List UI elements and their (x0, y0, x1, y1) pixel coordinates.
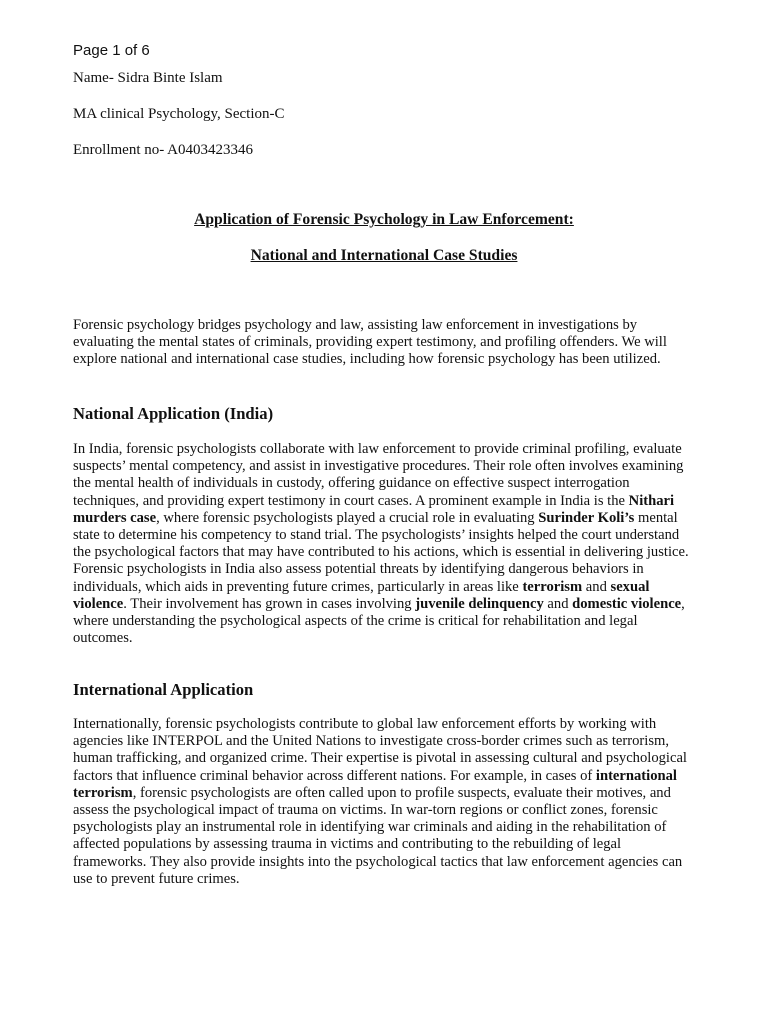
national-bold-3: terrorism (522, 578, 583, 595)
national-text-7: , where understanding the psychological aspects of the crime is critical for rehabilitation and legal outcomes. (73, 595, 685, 647)
page-counter: Page 1 of 6 (73, 42, 150, 59)
national-text-1: In India, forensic psychologists collaborate with law enforcement to provide criminal profiling, evaluate suspects’ mental competency, and assist in investigative procedures. Their role often involves examining the mental health of individuals in custody, offering guidance on effective suspect interrogation techniques, and providing expert testimony in court cases. A prominent example in India is the (73, 441, 684, 509)
national-bold-6: domestic violence (572, 595, 682, 612)
national-paragraph (73, 441, 695, 647)
national-text-4: and (582, 578, 611, 595)
section-heading-national: National Application (India) (73, 404, 274, 423)
student-program: MA clinical Psychology, Section-C (73, 106, 285, 122)
national-text-2: , where forensic psychologists played a crucial role in evaluating (156, 509, 539, 526)
international-paragraph (73, 716, 695, 888)
enrollment-number: Enrollment no- A0403423346 (73, 142, 253, 158)
national-text-6: and (543, 595, 573, 612)
international-text-2: , forensic psychologists are often called upon to profile suspects, evaluate their motives, and assess the psychological impact of trauma on victims. In war-torn regions or conflict zones, forensic psychologists play an instrumental role in identifying war criminals and aiding in the rehabilitation of affected populations by assessing trauma in victims and contributing to the rebuilding of legal frameworks. They also provide insights into the psychological tactics that law enforcement agencies can use to prevent future crimes. (73, 784, 683, 887)
section-heading-international: International Application (73, 680, 254, 699)
student-name: Name- Sidra Binte Islam (73, 70, 223, 86)
document-title-line-1: Application of Forensic Psychology in Law Enforcement: (194, 211, 574, 228)
national-bold-5: juvenile delinquency (415, 595, 544, 612)
international-text-1: Internationally, forensic psychologists contribute to global law enforcement efforts by working with agencies like INTERPOL and the United Nations to investigate cross-border crimes such as terrorism, human trafficking, and organized crime. Their expertise is pivotal in assessing cultural and psychological factors that influence criminal behavior across different nations. For example, in cases of (73, 716, 687, 784)
national-bold-2: Surinder Koli’s (538, 509, 635, 526)
intro-paragraph: Forensic psychology bridges psychology and law, assisting law enforcement in investigations by evaluating the mental states of criminals, providing expert testimony, and profiling offenders. We will explore national and international case studies, including how forensic psychology has been utilized. (73, 317, 667, 368)
national-text-5: . Their involvement has grown in cases involving (123, 595, 416, 612)
international-bold-1: international terrorism (73, 767, 677, 801)
national-text-3: mental state to determine his competency to stand trial. The psychologists’ insights helped the court understand the psychological factors that may have contributed to his actions, which is essential in delivering justice. Forensic psychologists in India also assess potential threats by identifying dangerous behaviors in individuals, which aids in preventing future crimes, particularly in areas like (73, 509, 689, 595)
national-bold-1: Nithari murders case (73, 492, 675, 526)
national-bold-4: sexual violence (73, 578, 650, 612)
document-title-line-2: National and International Case Studies (250, 247, 518, 264)
